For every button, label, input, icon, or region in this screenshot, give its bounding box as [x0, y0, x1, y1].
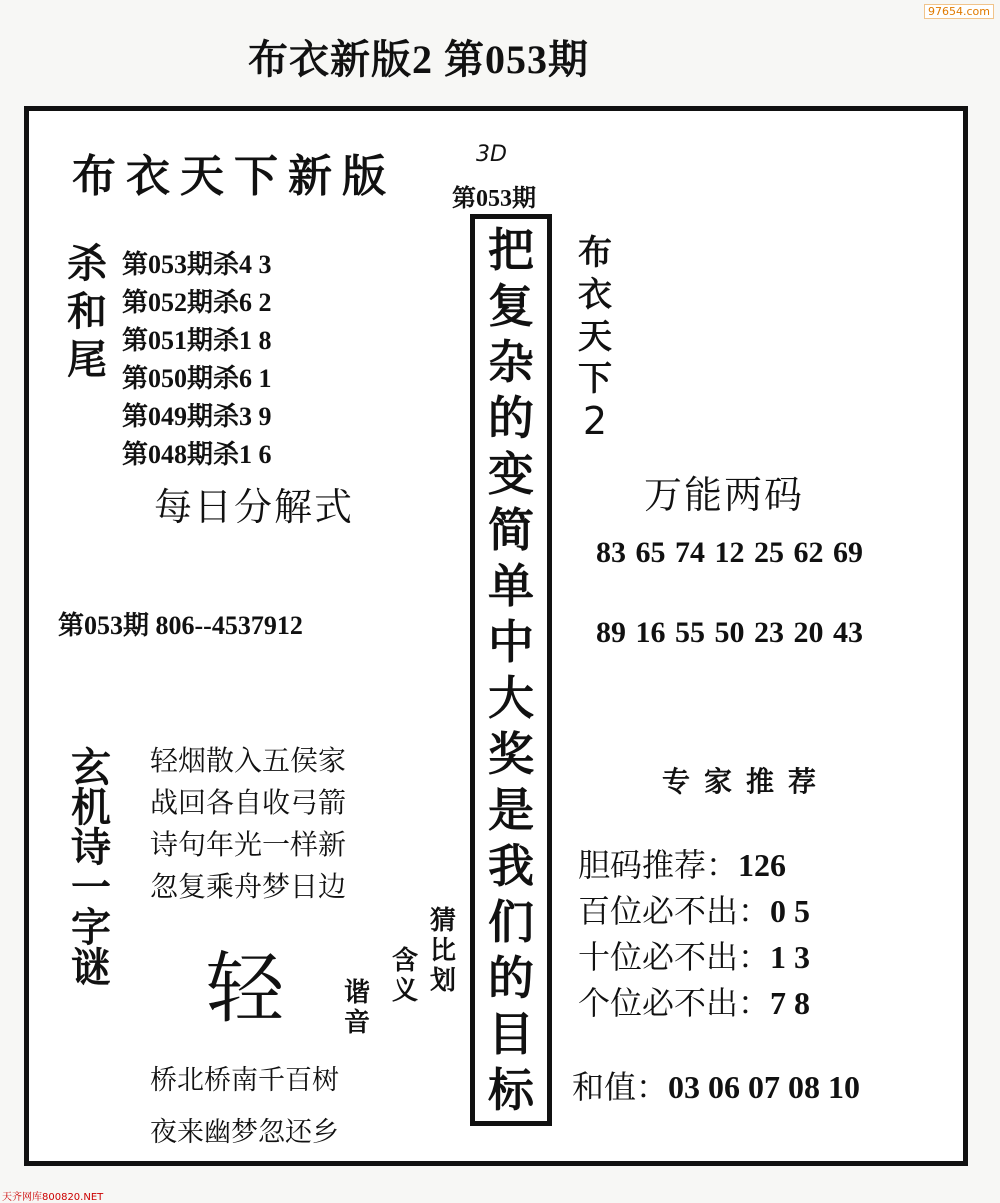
daily-formula-value: 第053期 806--4537912	[58, 611, 303, 640]
brand-char: 天	[578, 317, 612, 357]
slogan-char: 单	[488, 559, 534, 613]
slogan-char: 的	[488, 951, 534, 1005]
hint-homophone	[342, 978, 372, 1038]
recommend-label: 个位必不出：	[578, 984, 771, 1022]
hint-meaning	[390, 946, 420, 1006]
slogan-char: 奖	[488, 727, 534, 781]
codes-line-2: 89 16 55 50 23 20 43	[596, 616, 863, 649]
sub-3d-label: 3D	[476, 142, 507, 167]
sub-issue-label: 第053期	[452, 186, 536, 212]
brand-vertical-label	[570, 232, 620, 442]
closing-poem	[150, 1055, 339, 1159]
brand-char: 布	[578, 233, 612, 273]
kill-tail-item: 第050期杀6 1	[122, 364, 272, 393]
footer-watermark: 天齐网库800820.NET	[2, 1192, 104, 1203]
recommend-value: 1 3	[770, 939, 811, 975]
kill-tail-label	[64, 240, 110, 384]
riddle-label-char: 一	[71, 864, 111, 911]
slogan-char: 中	[488, 615, 534, 669]
site-badge[interactable]: 97654.com	[924, 4, 994, 19]
hint-char: 比	[429, 936, 456, 966]
hint-char: 划	[429, 966, 456, 996]
daily-formula-title: 每日分解式	[154, 485, 355, 529]
recommend-label: 十位必不出：	[578, 938, 771, 976]
poem-line: 诗句年光一样新	[150, 828, 347, 861]
riddle-label	[68, 744, 114, 991]
slogan-char: 大	[488, 671, 534, 725]
hint-char: 音	[343, 1008, 370, 1038]
recommend-list	[578, 842, 810, 1026]
poem-line: 战回各自收弓箭	[150, 786, 347, 819]
slogan-char: 们	[488, 895, 534, 949]
kill-tail-item: 第049期杀3 9	[122, 402, 272, 431]
poem-line: 忽复乘舟梦日边	[150, 870, 347, 903]
poem-line: 轻烟散入五侯家	[150, 744, 347, 777]
recommend-item	[578, 842, 810, 888]
brand-char: 下	[578, 359, 612, 399]
sum-value-row	[572, 1062, 860, 1108]
sum-values: 03 06 07 08 10	[668, 1069, 861, 1105]
riddle-label-char: 诗	[71, 824, 111, 871]
main-title: 布衣天下新版	[72, 151, 396, 202]
slogan-char: 标	[488, 1063, 534, 1117]
kill-tail-list	[122, 246, 272, 474]
slogan-column	[470, 214, 552, 1126]
slogan-char: 简	[488, 503, 534, 557]
expert-recommend-title: 专家推荐	[662, 765, 831, 798]
kill-tail-item: 第053期杀4 3	[122, 250, 272, 279]
riddle-label-char: 机	[71, 784, 111, 831]
brand-char: 衣	[578, 275, 612, 315]
recommend-value: 0 5	[770, 893, 811, 929]
poem-line: 桥北桥南千百树	[150, 1065, 339, 1096]
recommend-label: 胆码推荐：	[578, 846, 739, 884]
riddle-answer: 轻	[206, 944, 285, 1034]
page-title: 布衣新版2 第053期	[248, 37, 589, 82]
riddle-poem	[150, 740, 346, 908]
hint-char: 谐	[343, 978, 370, 1008]
kill-tail-char: 和	[67, 288, 107, 335]
riddle-label-char: 字	[71, 904, 111, 951]
kill-tail-item: 第048期杀1 6	[122, 440, 272, 469]
slogan-char: 复	[488, 279, 534, 333]
slogan-char: 目	[488, 1007, 534, 1061]
slogan-char: 杂	[488, 335, 534, 389]
brand-number: 2	[582, 399, 608, 443]
hint-char: 义	[391, 976, 418, 1006]
slogan-char: 把	[488, 223, 534, 277]
recommend-value: 126	[738, 847, 787, 883]
slogan-char: 是	[488, 783, 534, 837]
recommend-value: 7 8	[770, 985, 811, 1021]
recommend-item	[578, 980, 810, 1026]
recommend-item	[578, 888, 810, 934]
kill-tail-char: 杀	[67, 240, 107, 287]
slogan-char: 的	[488, 391, 534, 445]
riddle-label-char: 谜	[71, 944, 111, 991]
sum-label: 和值：	[572, 1068, 669, 1106]
recommend-item	[578, 934, 810, 980]
kill-tail-item: 第051期杀1 8	[122, 326, 272, 355]
kill-tail-item: 第052期杀6 2	[122, 288, 272, 317]
poem-line: 夜来幽梦忽还乡	[150, 1117, 339, 1148]
codes-line-1: 83 65 74 12 25 62 69	[596, 536, 863, 569]
universal-two-codes-title: 万能两码	[644, 473, 805, 517]
recommend-label: 百位必不出：	[578, 892, 771, 930]
kill-tail-char: 尾	[67, 336, 107, 383]
slogan-char: 变	[488, 447, 534, 501]
hint-char: 含	[391, 946, 418, 976]
riddle-label-char: 玄	[71, 744, 111, 791]
slogan-char: 我	[488, 839, 534, 893]
hint-strokes	[428, 906, 458, 996]
hint-char: 猜	[429, 906, 456, 936]
